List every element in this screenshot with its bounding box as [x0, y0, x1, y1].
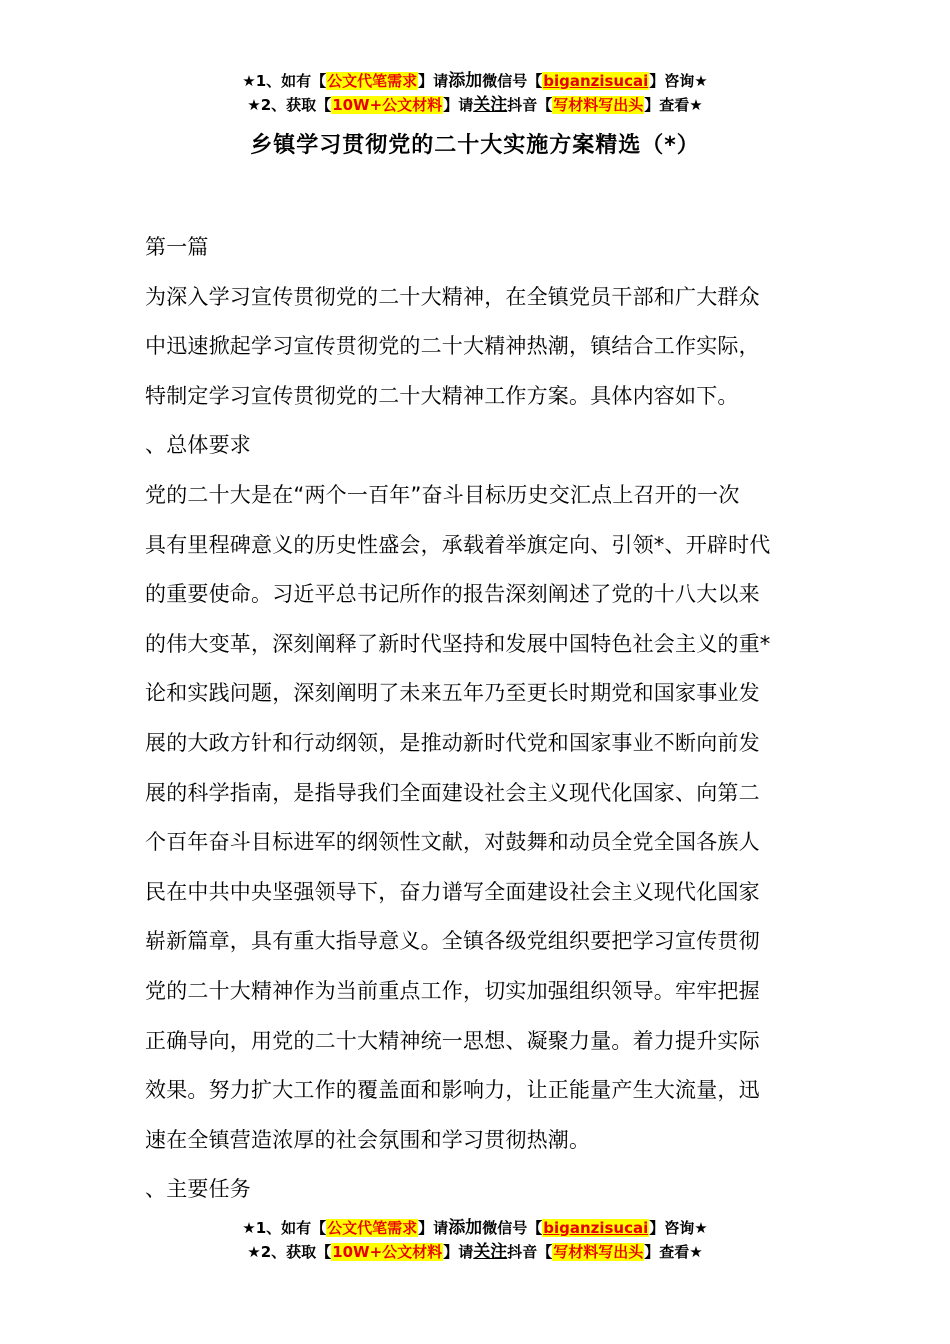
document-title: 乡镇学习贯彻党的二十大实施方案精选（*） — [250, 133, 700, 158]
banner-text: 微信号【 — [482, 1219, 543, 1237]
paragraph-line: 具有里程碑意义的历史性盛会，承载着举旗定向、引领*、开辟时代 — [145, 532, 771, 557]
section-heading: 、主要任务 — [145, 1177, 251, 1202]
banner-text: 抖音【 — [507, 96, 553, 114]
section-label: 第一篇 — [145, 235, 209, 259]
wechat-id-highlight: biganzisucai — [543, 1219, 649, 1237]
banner-emphasis: 关注 — [473, 95, 508, 115]
banner-highlight: 公文代笔需求 — [327, 1219, 418, 1237]
banner-text: 抖音【 — [507, 1243, 553, 1261]
wechat-id-highlight: biganzisucai — [543, 72, 649, 90]
paragraph-line: 崭新篇章，具有重大指导意义。全镇各级党组织要把学习宣传贯彻 — [145, 929, 760, 954]
banner-emphasis: 添加 — [448, 1218, 483, 1238]
banner-text: 】请 — [418, 72, 449, 90]
banner-text: ★1、如有【 — [242, 72, 327, 90]
banner-line-2 — [0, 93, 950, 117]
paragraph-line: 速在全镇营造浓厚的社会氛围和学习贯彻热潮。 — [145, 1127, 591, 1152]
paragraph-line: 个百年奋斗目标进军的纲领性文献，对鼓舞和动员全党全国各族人 — [145, 830, 760, 855]
banner-text: 】咨询★ — [649, 1219, 708, 1237]
paragraph-line: 特制定学习宣传贯彻党的二十大精神工作方案。具体内容如下。 — [145, 383, 739, 408]
banner-text: ★2、获取【 — [247, 1243, 332, 1261]
banner-text: 微信号【 — [482, 72, 543, 90]
banner-text: 】请 — [443, 96, 474, 114]
paragraph-line: 论和实践问题，深刻阐明了未来五年乃至更长时期党和国家事业发 — [145, 681, 760, 706]
section-heading: 、总体要求 — [145, 433, 251, 458]
banner-text: 】查看★ — [644, 96, 703, 114]
paragraph-line: 党的二十大精神作为当前重点工作，切实加强组织领导。牢牢把握 — [145, 978, 760, 1003]
banner-highlight: 10W+公文材料 — [332, 96, 443, 114]
douyin-highlight: 写材料写出头 — [553, 96, 644, 114]
paragraph-line: 中迅速掀起学习宣传贯彻党的二十大精神热潮，镇结合工作实际， — [145, 334, 760, 359]
paragraph-line: 民在中共中央坚强领导下，奋力谱写全面建设社会主义现代化国家 — [145, 879, 760, 904]
banner-text: 】咨询★ — [649, 72, 708, 90]
banner-text: 】查看★ — [644, 1243, 703, 1261]
banner-line-1 — [0, 69, 950, 93]
paragraph-line: 的重要使命。习近平总书记所作的报告深刻阐述了党的十八大以来 — [145, 582, 760, 607]
douyin-highlight: 写材料写出头 — [553, 1243, 644, 1261]
document-body — [145, 223, 810, 1215]
banner-highlight: 10W+公文材料 — [332, 1243, 443, 1261]
paragraph-line: 效果。努力扩大工作的覆盖面和影响力，让正能量产生大流量，迅 — [145, 1078, 760, 1103]
banner-emphasis: 关注 — [473, 1242, 508, 1262]
banner-line-2 — [0, 1240, 950, 1264]
paragraph-line: 为深入学习宣传贯彻党的二十大精神，在全镇党员干部和广大群众 — [145, 284, 760, 309]
banner-text: ★1、如有【 — [242, 1219, 327, 1237]
banner-text: 】请 — [418, 1219, 449, 1237]
banner-text: ★2、获取【 — [247, 96, 332, 114]
banner-line-1 — [0, 1216, 950, 1240]
banner-emphasis: 添加 — [448, 71, 483, 91]
paragraph-line: 展的大政方针和行动纲领，是推动新时代党和国家事业不断向前发 — [145, 730, 760, 755]
banner-text: 】请 — [443, 1243, 474, 1261]
paragraph-line: 党的二十大是在“两个一百年”奋斗目标历史交汇点上召开的一次 — [145, 482, 740, 507]
header-banner — [0, 69, 950, 117]
paragraph-line: 展的科学指南，是指导我们全面建设社会主义现代化国家、向第二 — [145, 780, 760, 805]
paragraph-line: 正确导向，用党的二十大精神统一思想、凝聚力量。着力提升实际 — [145, 1028, 760, 1053]
banner-highlight: 公文代笔需求 — [327, 72, 418, 90]
footer-banner — [0, 1216, 950, 1264]
paragraph-line: 的伟大变革，深刻阐释了新时代坚持和发展中国特色社会主义的重* — [145, 631, 771, 656]
